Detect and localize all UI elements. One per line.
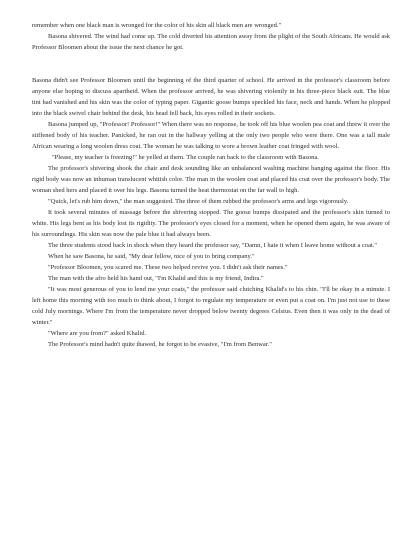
paragraph: Basona shivered. The wind had come up. The cold diverted his attention away from the plight of the South Africans. He would ask Professor Bloomen about the issue the next chance he got. [32, 33, 390, 51]
paragraph: The three students stood back in shock when they heard the professor say, "Damn, I hate it when I leave home without a coat." [48, 242, 378, 249]
paragraph: Basona jumped up, "Professor! Professor!" When there was no response, he took off his blue woolen pea coat and threw it over the stiffened body of his teacher. Panicked, he ran out in the hallway yelling at the only two people who were there. One was a tall male African wearing a long woolen dress coat. The woman he was talking to wore a brown leather coat fringed with wool. [32, 121, 390, 150]
paragraph: "It was most generous of you to lend me your coats," the professor said clutching Khalid's to his chin. "I'll be okay in a minute. I left home this morning with too much to think about, I forgot to regulate my temperature or even put a coat on. I'm just not use to these cold July mornings. Where I'm from the temperature never dropped below twenty degrees Celsius. Even then it was only in the dead of winter." [32, 286, 390, 326]
paragraph: "Quick, let's rub him down," the man suggested. The three of them rubbed the professor's arms and legs vigorously. [48, 198, 349, 205]
paragraph: The professor's shivering shook the chair and desk sounding like an unbalanced washing machine banging against the floor. His rigid body was now an inhuman translucent whitish color. The man in the woolen coat and placed his coat over the professor's body. The woman shed hers and placed it over his legs. Basona turned the heat thermostat on the far wall to high. [32, 165, 390, 194]
paragraph: "Please, my teacher is freezing!" he yelled at them. The couple ran back to the classroom with Basona. [52, 154, 319, 161]
paragraph: "Where are you from?" asked Khalid. [48, 330, 147, 337]
paragraph: The Professor's mind hadn't quite thawed, he forgot to be evasive, "I'm from Benwar." [48, 341, 272, 348]
paragraph: The man with the afro held his hand out, "I'm Khalid and this is my friend, Indira." [48, 275, 264, 282]
paragraph-continuation: remember when one black man is wronged for the color of his skin all black men are wronged." [32, 22, 282, 29]
section-break [32, 53, 390, 75]
paragraph-section-start: Basona didn't see Professor Bloomen until the beginning of the third quarter of school. He arrived in the professor's classroom before anyone else hoping to discuss apartheid. When the professor arrived, he was shivering violently in his three-piece black suit. The blue tint had vanished and his skin was the color of typing paper. Gigantic goose bumps speckled his face, neck and hands. When he plopped into the black swivel chair behind the desk, his head fell back, his eyes rolled in their sockets. [32, 77, 390, 117]
document-page [32, 20, 390, 350]
paragraph: When he saw Basona, he said, "My dear fellow, nice of you to bring company." [48, 253, 255, 260]
paragraph: "Professor Bloomen, you scared me. These two helped revive you. I didn't ask their names." [48, 264, 288, 271]
paragraph: It took several minutes of massage before the shivering stopped. The goose bumps dissipated and the professor's skin turned to white. His legs bent as his body lost its rigidity. The professor's eyes closed for a moment, when he opened them again, he was aware of his surroundings. His skin was now the pale blue it had always been. [32, 209, 390, 238]
